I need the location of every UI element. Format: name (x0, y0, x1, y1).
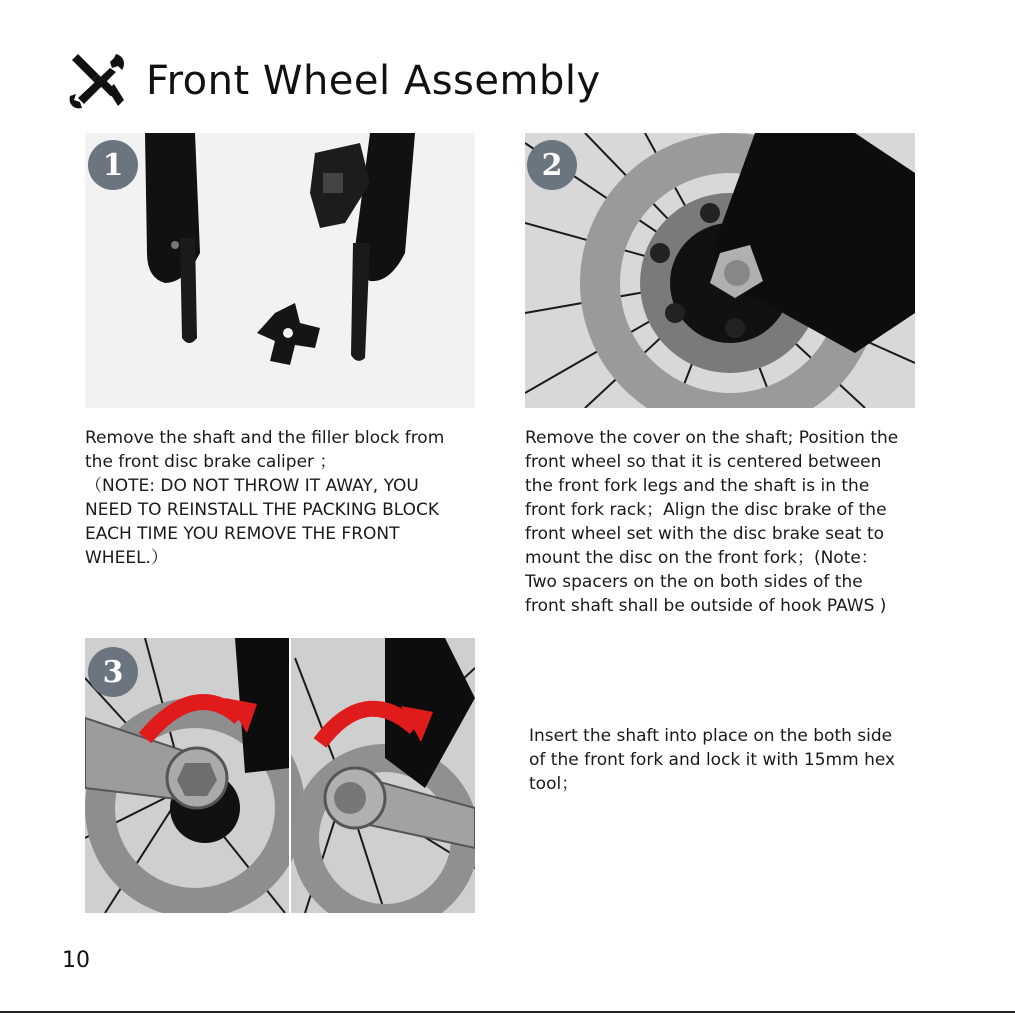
text-line: Remove the cover on the shaft; Position the (525, 428, 899, 448)
text-line: front wheel set with the disc brake seat to (525, 524, 885, 544)
text-line: Two spacers on the on both sides of the (525, 572, 863, 592)
step-3-text (529, 724, 895, 796)
text-line: the front fork legs and the shaft is in the (525, 476, 870, 496)
wrench-tighten-image (85, 638, 475, 913)
text-line: NEED TO REINSTALL THE PACKING BLOCK (85, 500, 440, 520)
step-3-badge: 3 (88, 647, 138, 697)
page-header (66, 50, 126, 110)
tools-icon (66, 50, 126, 110)
text-line: front shaft shall be outside of hook PAWS ) (525, 596, 887, 616)
text-line: front wheel so that it is centered between (525, 452, 882, 472)
text-line: EACH TIME YOU REMOVE THE FRONT (85, 524, 400, 544)
page-number: 10 (62, 948, 90, 973)
page-title: Front Wheel Assembly (146, 58, 601, 104)
text-line: of the front fork and lock it with 15mm hex (529, 750, 896, 770)
text-line: Remove the shaft and the filler block from (85, 428, 445, 448)
text-line: WHEEL.） (85, 548, 168, 568)
step-1-badge: 1 (88, 140, 138, 190)
fork-caliper-image (85, 133, 475, 408)
step-3-photo (85, 638, 475, 913)
text-line: front fork rack；Align the disc brake of the (525, 500, 887, 520)
step-1-text (85, 426, 444, 570)
step-1-photo (85, 133, 475, 408)
step-2-text (525, 426, 898, 618)
text-line: Insert the shaft into place on the both side (529, 726, 893, 746)
text-line: tool； (529, 774, 579, 794)
text-line: the front disc brake caliper ； (85, 452, 337, 472)
step-2-badge: 2 (527, 140, 577, 190)
text-line: mount the disc on the front fork；(Note： (525, 548, 878, 568)
disc-brake-image (525, 133, 915, 408)
text-line: （NOTE: DO NOT THROW IT AWAY, YOU (85, 476, 419, 496)
step-2-photo (525, 133, 915, 408)
bottom-divider (0, 1011, 1015, 1013)
